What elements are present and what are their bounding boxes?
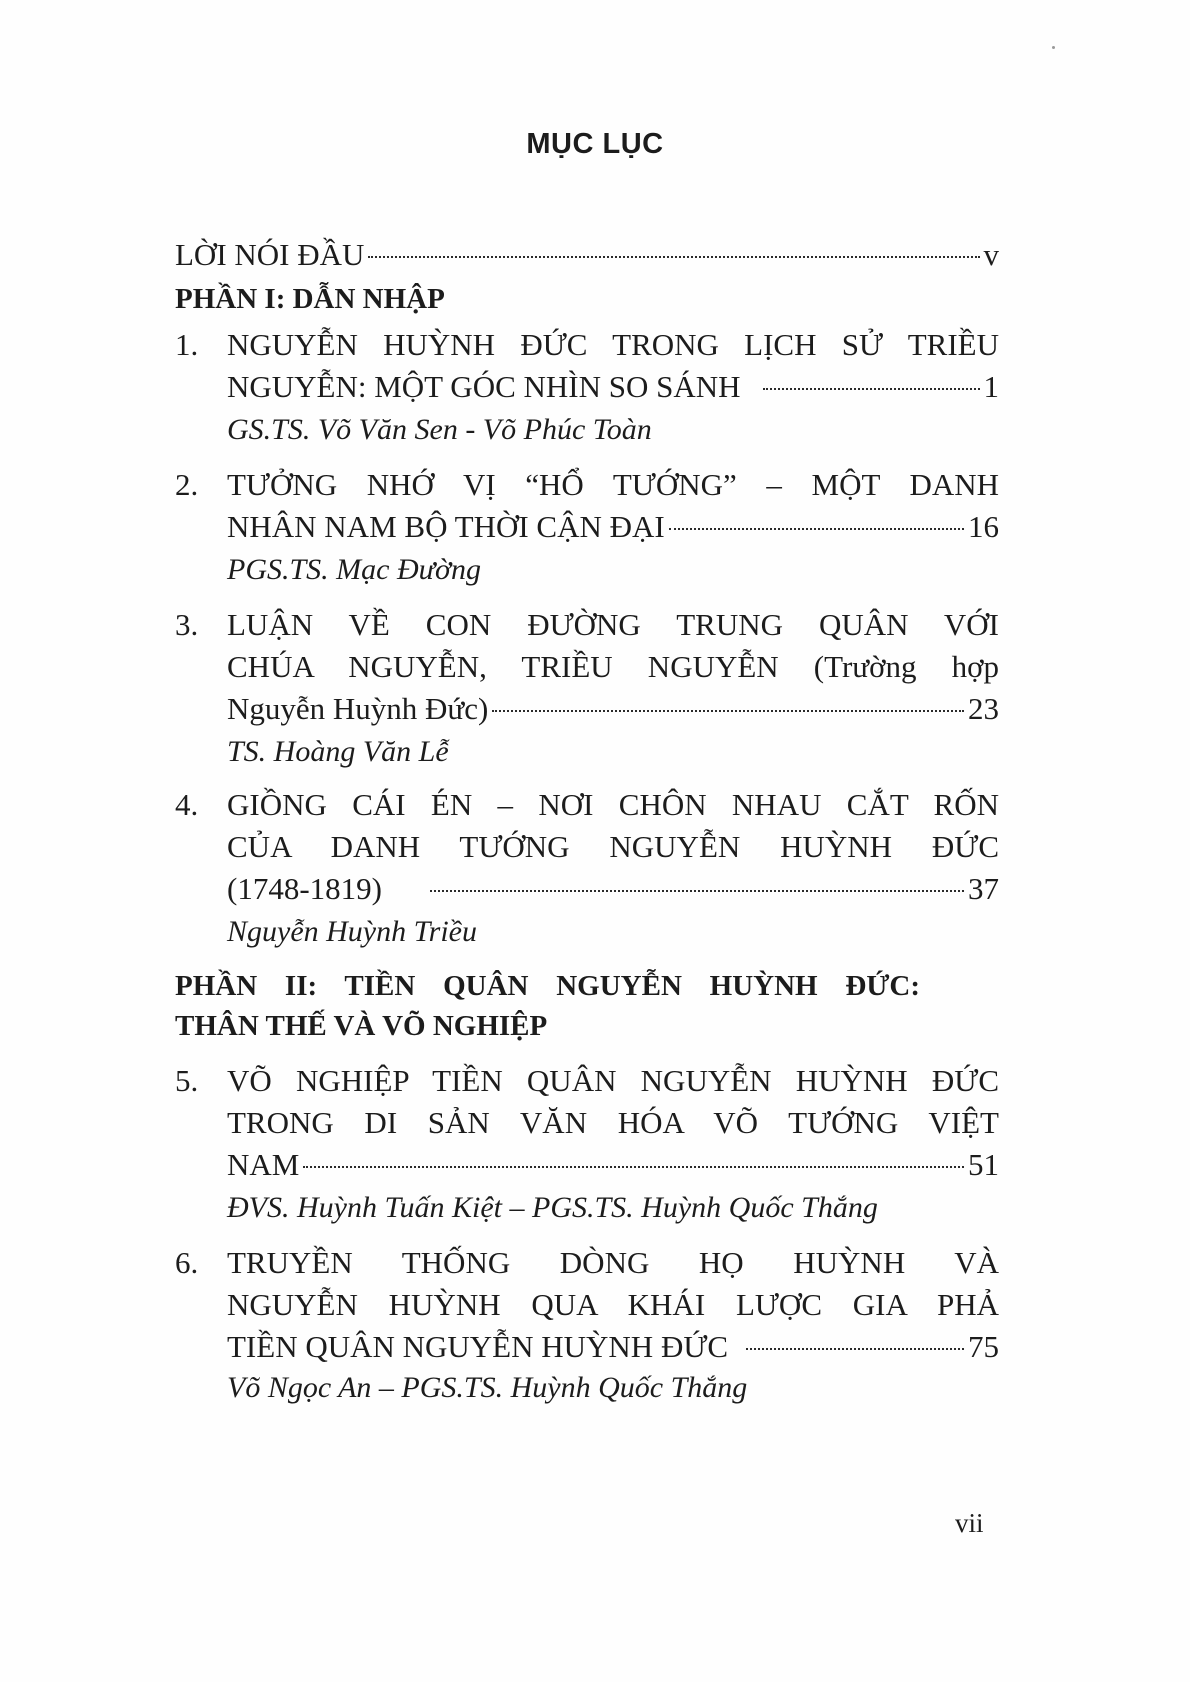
entry-number: 5. [175,1063,199,1098]
dot-leader [430,890,964,892]
entry-title-line: GIỒNG CÁI ÉN – NƠI CHÔN NHAU CẮT RỐN [227,787,999,822]
entry-title-line: CỦA DANH TƯỚNG NGUYỄN HUỲNH ĐỨC [227,829,999,864]
entry-title: NAM [227,1147,300,1182]
dot-leader [746,1348,964,1350]
entry-number: 1. [175,327,199,362]
entry-title: NGUYỄN: MỘT GÓC NHÌN SO SÁNH [227,369,741,404]
entry-author: PGS.TS. Mạc Đường [227,553,482,586]
entry-title-line: TRUYỀN THỐNG DÒNG HỌ HUỲNH VÀ [227,1245,999,1280]
entry-title-line [227,866,999,912]
dot-leader [669,528,964,530]
entry-title: (1748-1819) [227,871,382,906]
entry-title: LỜI NÓI ĐẦU [175,237,365,272]
entry-title-line: LUẬN VỀ CON ĐƯỜNG TRUNG QUÂN VỚI [227,607,999,642]
entry-number: 2. [175,467,199,502]
entry-title-line [227,1324,999,1370]
entry-title: NHÂN NAM BỘ THỜI CẬN ĐẠI [227,509,665,544]
entry-author: Võ Ngọc An – PGS.TS. Huỳnh Quốc Thắng [227,1371,748,1404]
entry-title-line: TƯỞNG NHỚ VỊ “HỔ TƯỚNG” – MỘT DANH [227,467,999,502]
dot-leader [492,710,964,712]
entry-number: 4. [175,787,199,822]
entry-title: TIỀN QUÂN NGUYỄN HUỲNH ĐỨC [227,1329,729,1364]
section-heading-part-1: PHẦN I: DẪN NHẬP [175,283,445,315]
entry-author: ĐVS. Huỳnh Tuấn Kiệt – PGS.TS. Huỳnh Quốc Thắng [227,1191,878,1224]
entry-author: Nguyễn Huỳnh Triều [227,915,477,948]
page-number: 51 [968,1147,999,1182]
entry-number: 3. [175,607,199,642]
section-heading-part-2: PHẦN II: TIỀN QUÂN NGUYỄN HUỲNH ĐỨC: [175,970,920,1002]
dot-leader [303,1166,964,1168]
entry-title-line [227,686,999,732]
page-number: 37 [968,871,999,906]
entry-title-line: NGUYỄN HUỲNH QUA KHÁI LƯỢC GIA PHẢ [227,1287,999,1322]
entry-number: 6. [175,1245,199,1280]
dot-leader [368,256,979,258]
entry-title-line: TRONG DI SẢN VĂN HÓA VÕ TƯỚNG VIỆT [227,1105,999,1140]
section-heading-part-2-line-2: THÂN THẾ VÀ VÕ NGHIỆP [175,1010,548,1042]
page-title: MỤC LỤC [526,128,664,160]
page-number: v [983,237,999,272]
scan-speck [1052,46,1055,49]
page-number: 16 [968,509,999,544]
entry-title-line [227,504,999,550]
entry-title-line: CHÚA NGUYỄN, TRIỀU NGUYỄN (Trường hợp [227,649,999,684]
entry-author: TS. Hoàng Văn Lễ [227,735,449,768]
entry-title-line: VÕ NGHIỆP TIỀN QUÂN NGUYỄN HUỲNH ĐỨC [227,1063,999,1098]
entry-title-line: NGUYỄN HUỲNH ĐỨC TRONG LỊCH SỬ TRIỀU [227,327,999,362]
page-number: 75 [968,1329,999,1364]
entry-title: Nguyễn Huỳnh Đức) [227,691,489,726]
entry-title-line [227,364,999,410]
entry-title-line [227,1142,999,1188]
toc-entry-preface[interactable] [175,232,999,278]
page-folio: vii [955,1508,984,1538]
entry-author: GS.TS. Võ Văn Sen - Võ Phúc Toàn [227,413,652,446]
dot-leader [763,388,980,390]
page-number: 1 [983,369,999,404]
page-number: 23 [968,691,999,726]
